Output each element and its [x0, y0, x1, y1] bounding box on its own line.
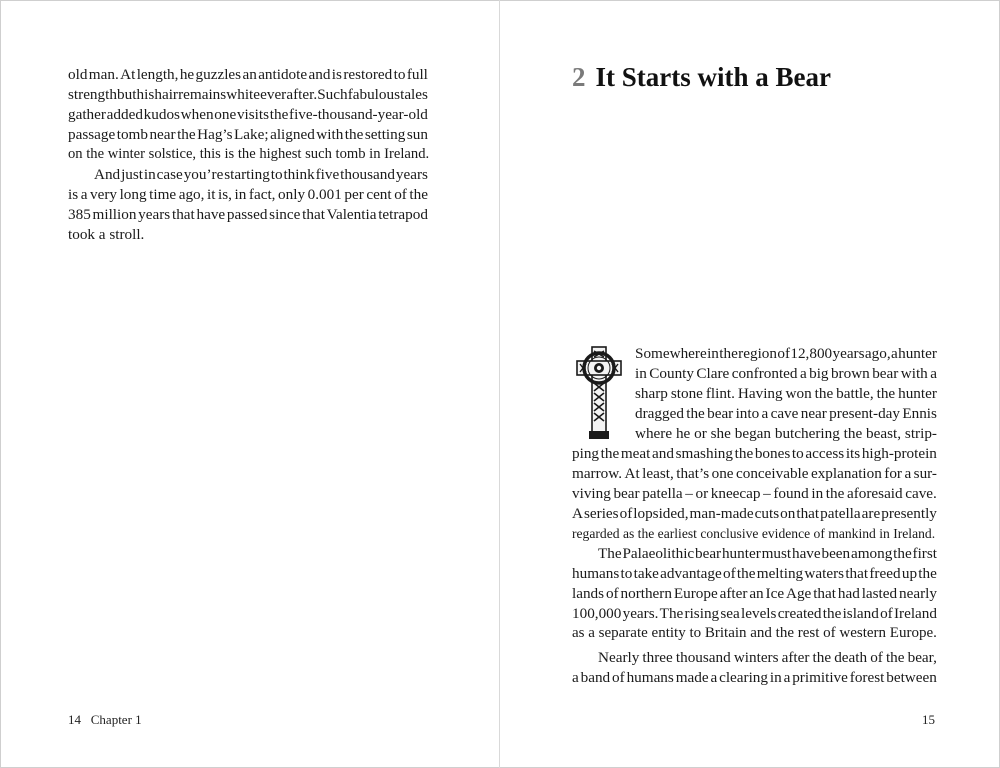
chapter-number: 2 [572, 62, 586, 92]
body-line: ping the meat and smashing the bones to access its high-protein [572, 445, 937, 462]
celtic-cross-icon [574, 343, 624, 443]
body-line: in County Clare confronted a big brown bear with a [635, 365, 937, 382]
body-line: viving bear patella – or kneecap – found in the aforesaid cave. [572, 485, 937, 502]
body-line: gather added kudos when one visits the five-thousand-year-old [68, 106, 428, 123]
page-gutter [499, 0, 500, 768]
body-line: strength but his hair remains white ever after. Such fabulous tales [68, 86, 428, 103]
body-line: on the winter solstice, this is the highest such tomb in Ireland. [68, 146, 430, 162]
body-line: humans to take advantage of the melting waters that freed up the [572, 565, 937, 582]
body-line: A series of lopsided, man-made cuts on that patella are presently [572, 505, 937, 522]
body-line: a band of humans made a clearing in a primitive forest between [572, 669, 937, 686]
left-footer [68, 712, 142, 728]
body-line: Nearly three thousand winters after the death of the bear, [598, 649, 937, 666]
body-line: as a separate entity to Britain and the rest of western Europe. [572, 625, 937, 641]
body-line: passage tomb near the Hag’s Lake; aligned with the setting sun [68, 126, 428, 143]
body-line: sharp stone flint. Having won the battle, the hunter [635, 385, 937, 402]
body-line: And just in case you’re starting to think five thousand years [94, 166, 428, 183]
body-line: The Palaeolithic bear hunter must have been among the first [598, 545, 937, 562]
body-line: lands of northern Europe after an Ice Age that had lasted nearly [572, 585, 937, 602]
body-line: where he or she began butchering the beast, strip- [635, 425, 937, 442]
body-line: dragged the bear into a cave near present-day Ennis [635, 405, 937, 422]
chapter-title: It Starts with a Bear [595, 62, 831, 92]
body-line: marrow. At least, that’s one conceivable explanation for a sur- [572, 465, 937, 482]
chapter-heading [572, 62, 831, 93]
body-line: Somewhere in the region of 12,800 years ago, a hunter [635, 345, 937, 362]
body-line: regarded as the earliest conclusive evidence of mankind in Ireland. [572, 526, 936, 541]
page-number: 14 [68, 712, 81, 727]
body-line: is a very long time ago, it is, in fact, only 0.001 per cent of the [68, 186, 428, 203]
body-line: 100,000 years. The rising sea levels created the island of Ireland [572, 605, 937, 622]
page-number: 15 [922, 712, 935, 727]
body-line: old man. At length, he guzzles an antidote and is restored to full [68, 66, 428, 83]
body-line: took a stroll. [68, 226, 145, 243]
running-head: Chapter 1 [90, 712, 142, 727]
body-line: 385 million years that have passed since that Valentia tetrapod [68, 206, 428, 223]
